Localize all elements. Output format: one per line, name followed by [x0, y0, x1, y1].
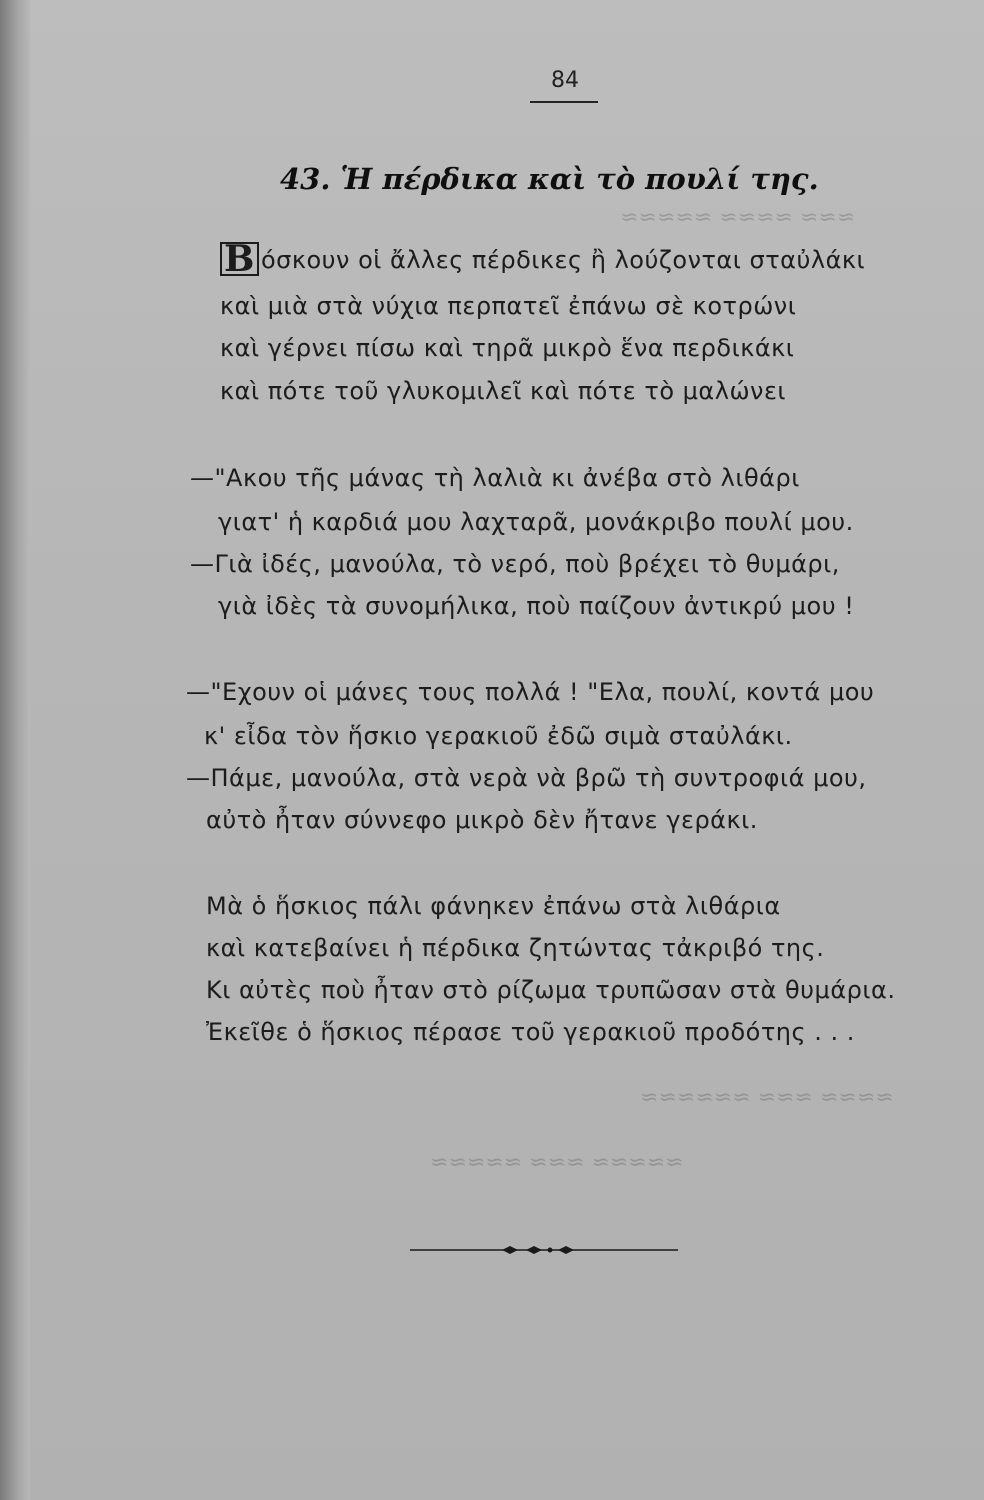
- page-number-underline: [530, 101, 598, 103]
- stanza-4-line-1: Μὰ ὁ ἥσκιος πάλι φάνηκεν ἐπάνω στὰ λιθάρια: [206, 892, 781, 920]
- stanza-4-line-4: Ἐκεῖθε ὁ ἥσκιος πέρασε τοῦ γερακιοῦ προδότης . . .: [206, 1018, 855, 1046]
- stanza-4-line-3: Κι αὐτὲς ποὺ ἦταν στὸ ρίζωμα τρυπῶσαν στὰ θυμάρια.: [206, 976, 896, 1004]
- stanza-3-line-1: —"Εχουν οἱ μάνες τους πολλά ! "Ελα, πουλί, κοντά μου: [186, 678, 875, 706]
- stanza-1-line-4: καὶ πότε τοῦ γλυκομιλεῖ καὶ πότε τὸ μαλώνει: [220, 377, 787, 405]
- stanza-1-line-1: [220, 238, 866, 280]
- poem-title: 43. Ἡ πέρδικα καὶ τὸ πουλί της.: [280, 162, 819, 196]
- drop-cap: Β: [220, 242, 259, 276]
- stanza-1-line-3: καὶ γέρνει πίσω καὶ τηρᾶ μικρὸ ἕνα περδικάκι: [220, 334, 795, 362]
- stanza-3-line-3: —Πάμε, μανούλα, στὰ νερὰ νὰ βρῶ τὴ συντροφιά μου,: [186, 764, 867, 792]
- stanza-1-line-2: καὶ μιὰ στὰ νύχια περπατεῖ ἐπάνω σὲ κοτρώνι: [220, 292, 797, 320]
- stanza-2-line-2: γιατ' ἡ καρδιά μου λαχταρᾶ, μονάκριβο πουλί μου.: [218, 508, 854, 536]
- stanza-4-line-2: καὶ κατεβαίνει ἡ πέρδικα ζητώντας τἀκριβό της.: [206, 934, 825, 962]
- stanza-3-line-4: αὐτὸ ἦταν σύννεφο μικρὸ δὲν ἤτανε γεράκι.: [206, 806, 758, 834]
- bleed-through-decoration: ≈≈≈≈ ≈≈≈ ≈≈≈≈≈≈: [640, 1085, 894, 1110]
- bleed-through-decoration: ≈≈≈ ≈≈≈≈ ≈≈≈≈≈: [620, 205, 856, 230]
- page-gutter-shadow: [0, 0, 30, 1500]
- stanza-2-line-3: —Γιὰ ἰδές, μανούλα, τὸ νερό, ποὺ βρέχει τὸ θυμάρι,: [190, 550, 840, 578]
- stanza-2-line-1: —"Ακου τῆς μάνας τὴ λαλιὰ κι ἀνέβα στὸ λιθάρι: [190, 464, 800, 492]
- ornamental-divider: [410, 1240, 678, 1260]
- bleed-through-decoration: ≈≈≈≈≈ ≈≈≈ ≈≈≈≈≈: [430, 1150, 684, 1175]
- stanza-2-line-4: γιὰ ἰδὲς τὰ συνομήλικα, ποὺ παίζουν ἀντικρύ μου !: [218, 592, 855, 620]
- verse-text: όσκουν οἱ ἄλλες πέρδικες ἢ λούζονται σταὐλάκι: [260, 246, 866, 274]
- stanza-3-line-2: κ' εἶδα τὸν ἥσκιο γερακιοῦ ἐδῶ σιμὰ σταὐλάκι.: [204, 722, 793, 750]
- page-number: 84: [551, 68, 579, 93]
